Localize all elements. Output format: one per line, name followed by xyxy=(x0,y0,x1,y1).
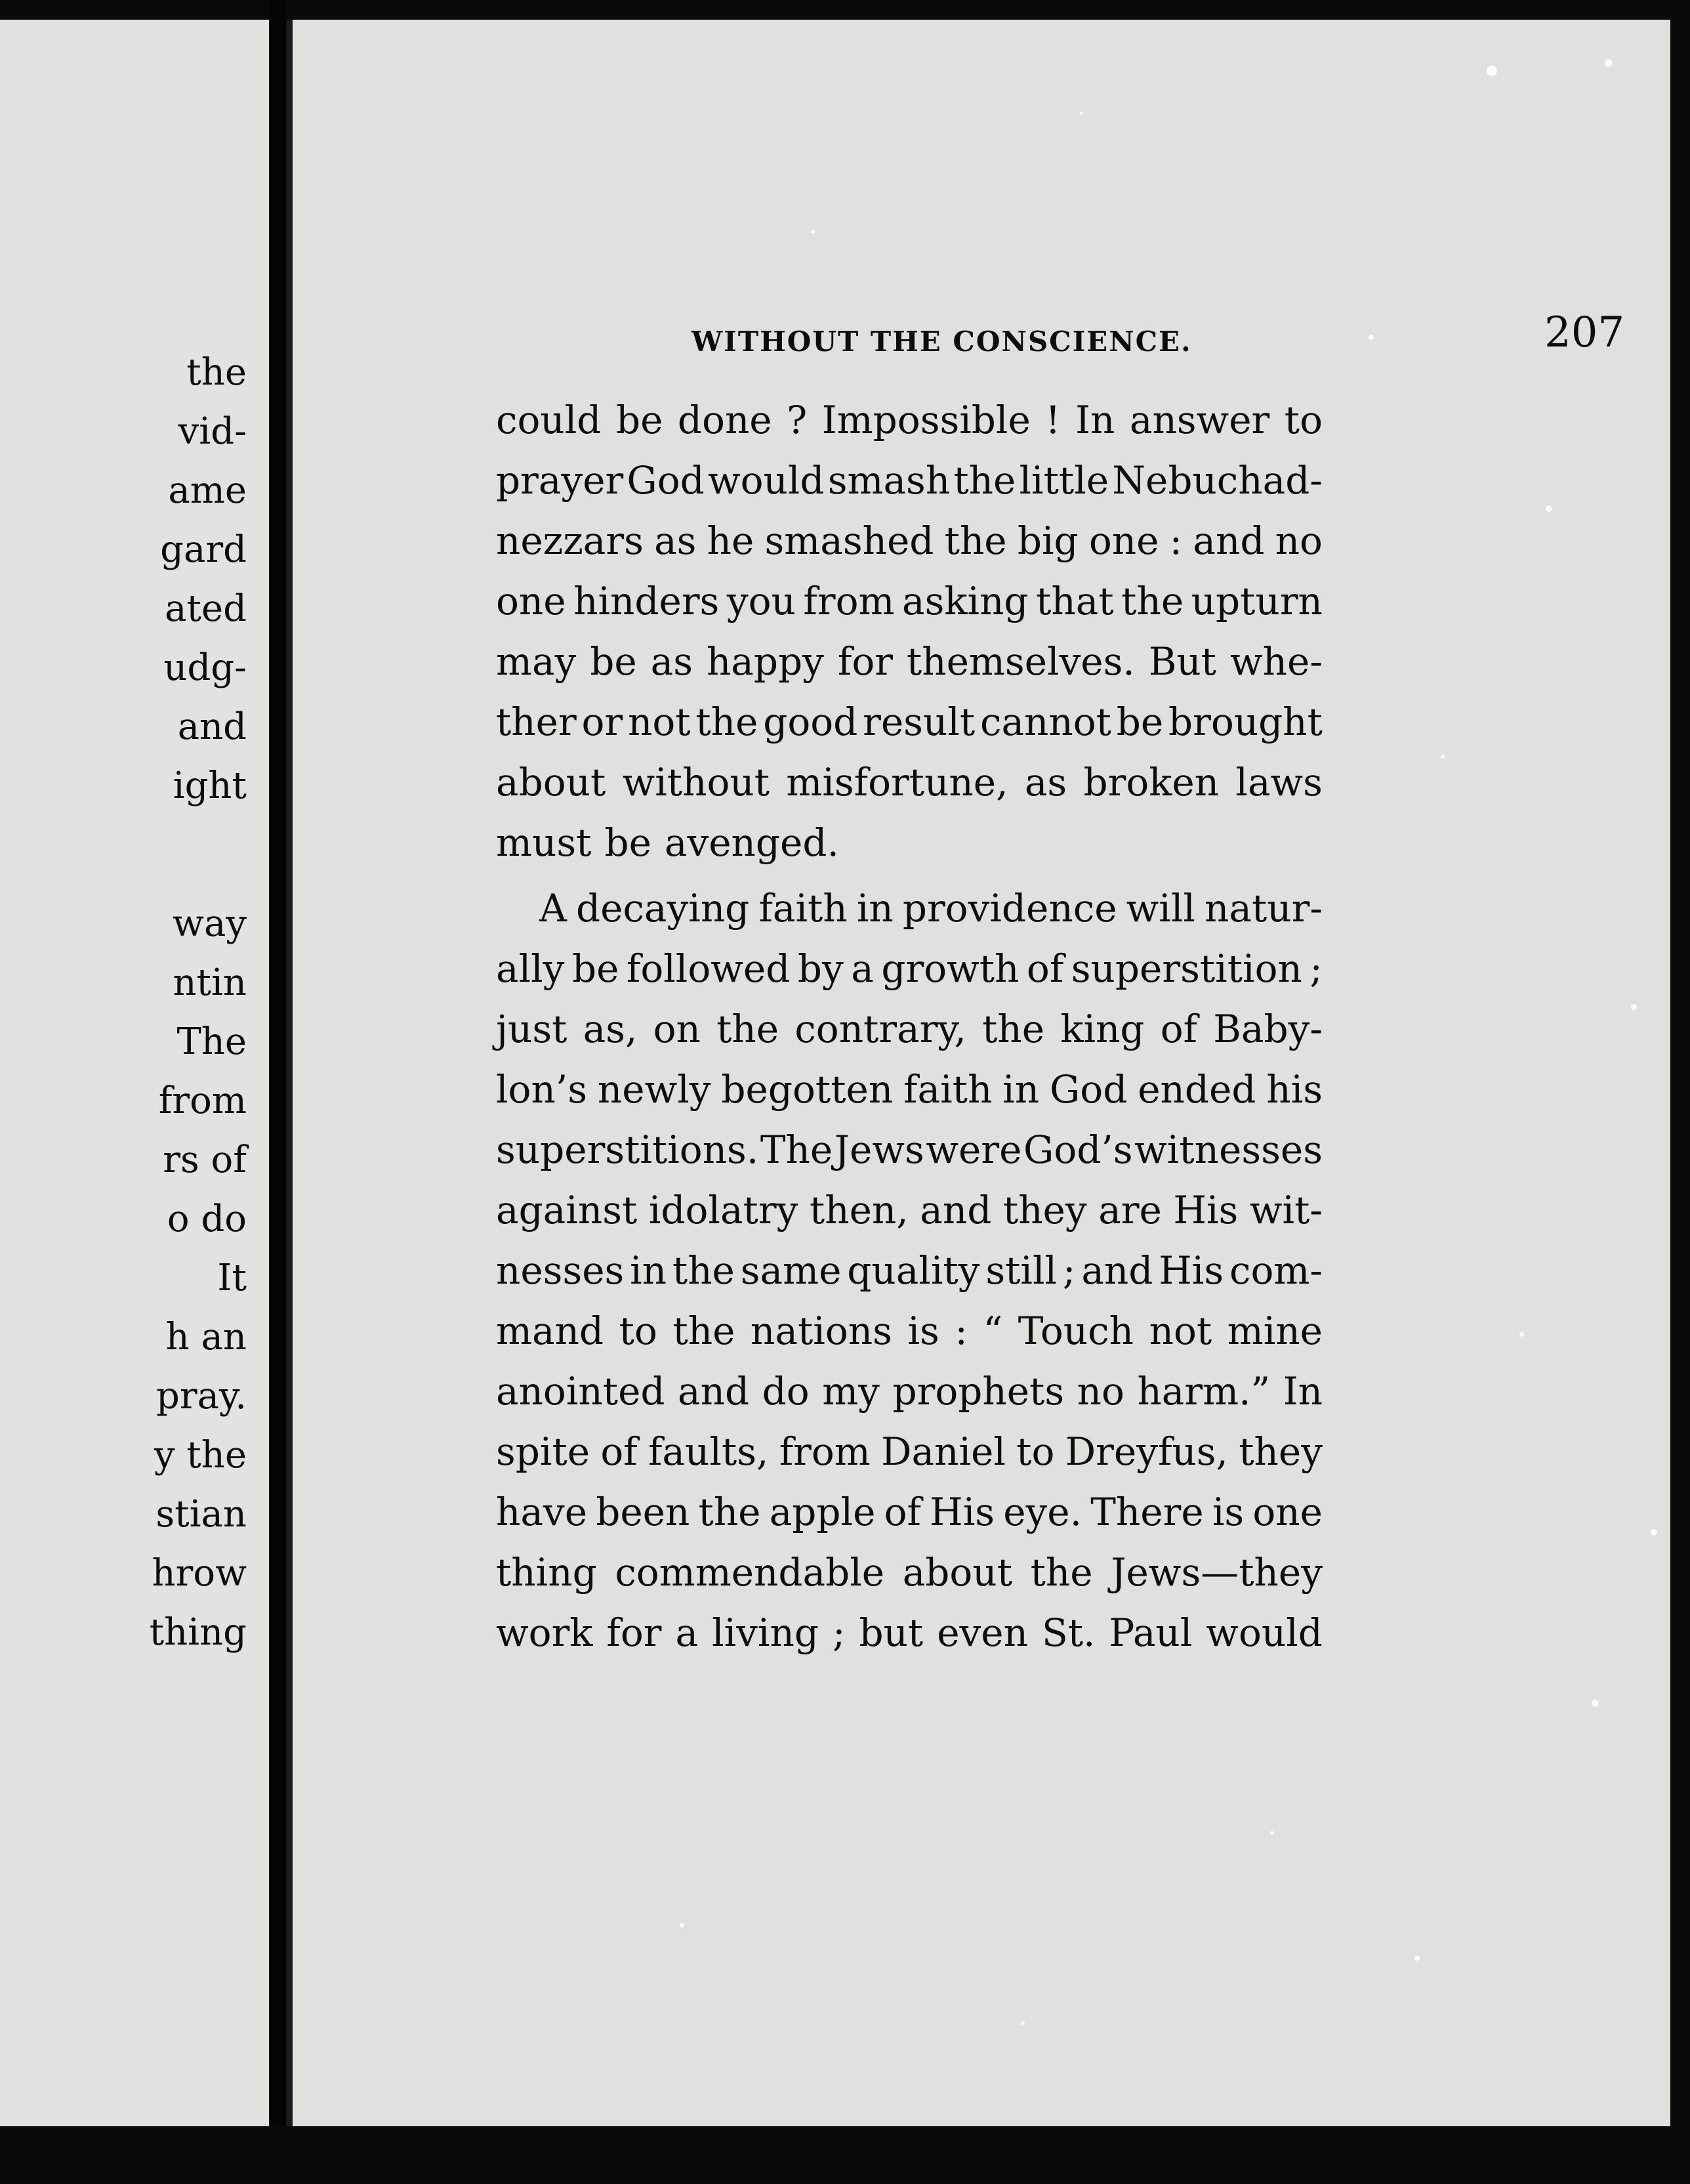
text-line: about without misfortune, as broken laws xyxy=(496,760,1323,805)
left-page-line-fragment: hrow xyxy=(152,1552,247,1595)
left-page-line-fragment: h an xyxy=(165,1316,247,1358)
text-line: ally be followed by a growth of superstition ; xyxy=(496,946,1323,991)
text-line: have been the apple of His eye. There is one xyxy=(496,1490,1323,1534)
text-line: mand to the nations is : “ Touch not mine xyxy=(496,1309,1323,1353)
text-line: superstitions. The Jews were God’s witnesses xyxy=(496,1127,1323,1172)
scan-bottom-edge xyxy=(0,2126,1690,2184)
text-line: just as, on the contrary, the king of Baby- xyxy=(496,1007,1323,1051)
scan-speckle xyxy=(1270,1831,1274,1835)
scan-speckle xyxy=(1021,2021,1025,2025)
scan-speckle xyxy=(1519,1332,1524,1337)
left-page-line-fragment: ated xyxy=(165,587,247,630)
text-line: one hinders you from asking that the upturn xyxy=(496,579,1323,623)
left-page-line-fragment: rs of xyxy=(163,1139,247,1181)
text-line: lon’s newly begotten faith in God ended his xyxy=(496,1067,1323,1112)
text-line: nezzars as he smashed the big one : and no xyxy=(496,518,1323,563)
book-spine xyxy=(269,0,286,2184)
left-page-line-fragment: way xyxy=(173,902,247,945)
scan-speckle xyxy=(1592,1700,1599,1707)
left-page-line-fragment: y the xyxy=(154,1434,247,1477)
left-page-line-fragment: ight xyxy=(173,765,247,807)
text-line: against idolatry then, and they are His wit- xyxy=(496,1188,1323,1232)
scan-speckle xyxy=(1487,66,1497,76)
left-page-fragment xyxy=(0,20,269,2126)
scan-speckle xyxy=(1631,1004,1637,1010)
scan-speckle xyxy=(1605,59,1613,67)
left-page-line-fragment: It xyxy=(217,1257,247,1299)
text-line: must be avenged. xyxy=(496,820,839,865)
left-page-line-fragment: ntin xyxy=(173,961,247,1004)
left-page-line-fragment: The xyxy=(176,1020,247,1063)
left-page-line-fragment: from xyxy=(158,1080,247,1122)
scan-speckle xyxy=(1414,1956,1420,1961)
text-line: work for a living ; but even St. Paul would xyxy=(496,1610,1323,1655)
text-line: prayer God would smash the little Nebuchad- xyxy=(496,458,1323,503)
left-page-line-fragment: gard xyxy=(160,528,247,571)
running-head-title: WITHOUT THE CONSCIENCE. xyxy=(691,326,1192,358)
text-line: thing commendable about the Jews—they xyxy=(496,1550,1323,1595)
scan-speckle xyxy=(1441,755,1445,759)
left-page-line-fragment: and xyxy=(177,705,247,748)
left-page-line-fragment: the xyxy=(186,351,247,394)
right-page xyxy=(286,20,1670,2126)
scan-speckle xyxy=(1369,335,1374,340)
left-page-line-fragment: o do xyxy=(167,1198,247,1240)
left-page-line-fragment: thing xyxy=(149,1611,247,1654)
text-line: ther or not the good result cannot be brought xyxy=(496,700,1323,744)
scan-speckle xyxy=(1546,505,1552,512)
left-page-line-fragment: stian xyxy=(155,1493,247,1536)
scan-speckle xyxy=(1651,1529,1657,1536)
text-line: could be done ? Impossible ! In answer to xyxy=(496,398,1323,442)
left-page-line-fragment: pray. xyxy=(155,1375,247,1418)
running-head xyxy=(691,308,1625,361)
left-page-line-fragment: ame xyxy=(168,469,247,512)
left-page-line-fragment: vid- xyxy=(178,410,247,453)
text-line: may be as happy for themselves. But whe- xyxy=(496,639,1323,684)
page-number: 207 xyxy=(1544,308,1625,357)
text-line: A decaying faith in providence will natur- xyxy=(539,886,1323,931)
text-line: nesses in the same quality still ; and His com- xyxy=(496,1248,1323,1293)
text-line: anointed and do my prophets no harm.” In xyxy=(496,1369,1323,1414)
scan-speckle xyxy=(1080,112,1083,115)
scan-speckle xyxy=(811,230,815,234)
scan-speckle xyxy=(680,1923,684,1927)
text-line: spite of faults, from Daniel to Dreyfus, they xyxy=(496,1429,1323,1474)
left-page-line-fragment: udg- xyxy=(163,646,247,689)
